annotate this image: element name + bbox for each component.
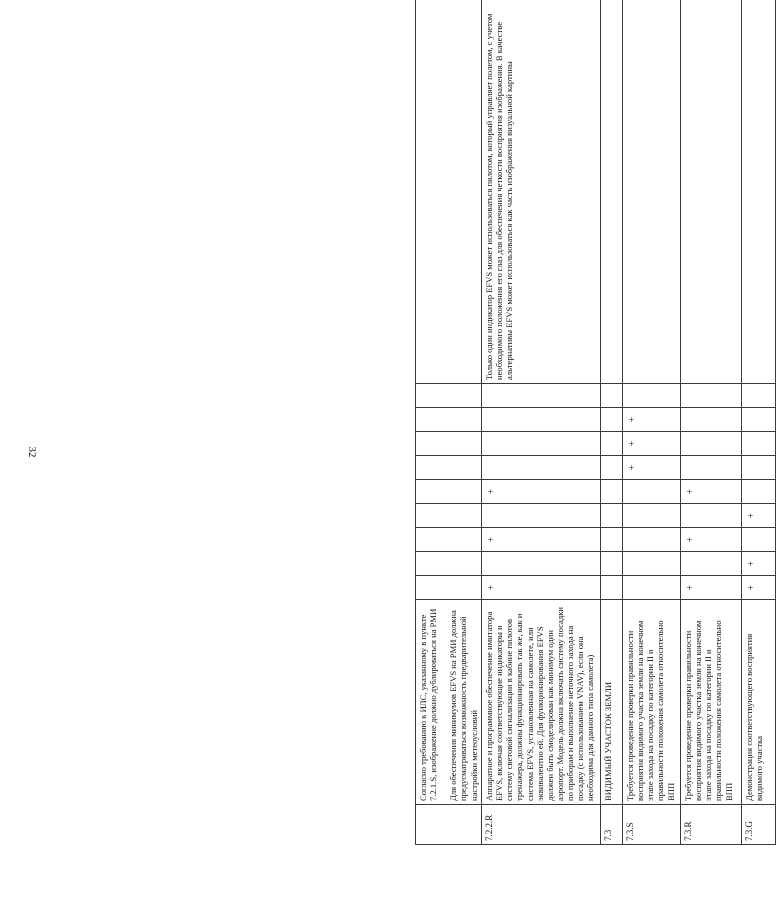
row-description (416, 600, 482, 805)
row-description (681, 600, 742, 805)
row-note (416, 0, 482, 384)
mark-cell (601, 528, 623, 552)
row-note (601, 0, 623, 384)
row-note (742, 0, 776, 384)
mark-cell (742, 528, 776, 552)
mark-cell: + (742, 504, 776, 528)
mark-cell (623, 552, 681, 576)
description-paragraph: Для обеспечения минимумов EFVS на РМИ должна предусматриваться возможность предварительной настройки метеоусловий (448, 610, 479, 801)
row-description (623, 600, 681, 805)
mark-cell (416, 456, 482, 480)
mark-cell (601, 504, 623, 528)
row-note (623, 0, 681, 384)
mark-cell (416, 384, 482, 408)
mark-cell: + (482, 480, 601, 504)
row-description (601, 600, 623, 805)
mark-cell (742, 432, 776, 456)
row-note: Только один индикатор EFVS может использоваться пилотом, который управляет полетом, с учетом необходимого положения его глаз для обеспечения четкости восприятия изображения. В качестве альтернативы EFVS может использоваться как часть изображения визуальной картины (482, 0, 601, 384)
mark-cell: + (681, 528, 742, 552)
mark-cell (623, 504, 681, 528)
mark-cell (601, 552, 623, 576)
mark-cell (623, 480, 681, 504)
mark-cell (681, 408, 742, 432)
description-paragraph: Демонстрация соответствующего восприятия видимого участка (744, 633, 765, 801)
row-id: 7.3.G (742, 805, 776, 845)
mark-cell (681, 432, 742, 456)
mark-cell (742, 480, 776, 504)
mark-cell (416, 504, 482, 528)
mark-cell (742, 456, 776, 480)
mark-cell (601, 480, 623, 504)
mark-cell (681, 552, 742, 576)
mark-cell: + (623, 408, 681, 432)
mark-cell (416, 528, 482, 552)
mark-cell (482, 456, 601, 480)
mark-cell (482, 408, 601, 432)
row-note (681, 0, 742, 384)
mark-cell (601, 456, 623, 480)
mark-cell (482, 432, 601, 456)
row-description (482, 600, 601, 805)
mark-cell: + (681, 576, 742, 600)
requirements-table (415, 0, 776, 845)
mark-cell (482, 552, 601, 576)
table-row (681, 0, 742, 845)
rotated-table-sheet (415, 0, 775, 845)
mark-cell (416, 432, 482, 456)
mark-cell (681, 504, 742, 528)
mark-cell: + (623, 456, 681, 480)
mark-cell (482, 504, 601, 528)
table-row (623, 0, 681, 845)
mark-cell (681, 456, 742, 480)
description-paragraph: Аппаратное и программное обеспечение имитатора EFVS, включая соответствующие индикаторы и систему световой сигнализации в кабине пилотов тренажера, должны функционировать так же, как и система EFVS, установленная на самолете, или эквивалентно ей. Для функционирования EFVS должен быть смоделирован как минимум один аэропорт. Модель должна включать систему посадки по приборам и выполнение неточного захода на посадку (с использованием VNAV), если она необходима для данного типа самолета) (484, 607, 596, 801)
mark-cell: + (482, 528, 601, 552)
mark-cell (623, 384, 681, 408)
table-row (742, 0, 776, 845)
table-body (416, 0, 776, 845)
table-row (601, 0, 623, 845)
mark-cell (601, 384, 623, 408)
row-id (416, 805, 482, 845)
mark-cell (416, 576, 482, 600)
description-paragraph: ВИДИМЫЙ УЧАСТОК ЗЕМЛИ (603, 681, 613, 801)
mark-cell (623, 576, 681, 600)
row-id: 7.3.R (681, 805, 742, 845)
description-paragraph: Требуется проведение проверки правильности восприятия видимого участка земли на конечном этапе захода на посадку по категории II и правильности положения самолета относительно ВПП (625, 620, 676, 801)
mark-cell (601, 432, 623, 456)
description-paragraph: Требуется проведение проверки правильности восприятия видимого участка земли на конечном этапе захода на посадку по категории II и правильности положения самолета относительно ВПП (683, 620, 734, 801)
mark-cell (416, 480, 482, 504)
row-id: 7.3.S (623, 805, 681, 845)
row-description (742, 600, 776, 805)
mark-cell (482, 384, 601, 408)
mark-cell: + (742, 552, 776, 576)
mark-cell: + (742, 576, 776, 600)
mark-cell (601, 576, 623, 600)
mark-cell: + (482, 576, 601, 600)
description-paragraph: Согласно требованию к ИЛС, указанному в пункте 7.2.1.S, изображение должно дублироваться на РМИ (418, 608, 439, 801)
mark-cell: + (623, 432, 681, 456)
mark-cell (742, 408, 776, 432)
mark-cell (416, 408, 482, 432)
page-number: 32 (26, 446, 38, 458)
mark-cell: + (681, 480, 742, 504)
mark-cell (623, 528, 681, 552)
mark-cell (601, 408, 623, 432)
row-id: 7.2.2.R (482, 805, 601, 845)
mark-cell (742, 384, 776, 408)
table-row (482, 0, 601, 845)
mark-cell (416, 552, 482, 576)
row-id: 7.3 (601, 805, 623, 845)
table-row (416, 0, 482, 845)
mark-cell (681, 384, 742, 408)
